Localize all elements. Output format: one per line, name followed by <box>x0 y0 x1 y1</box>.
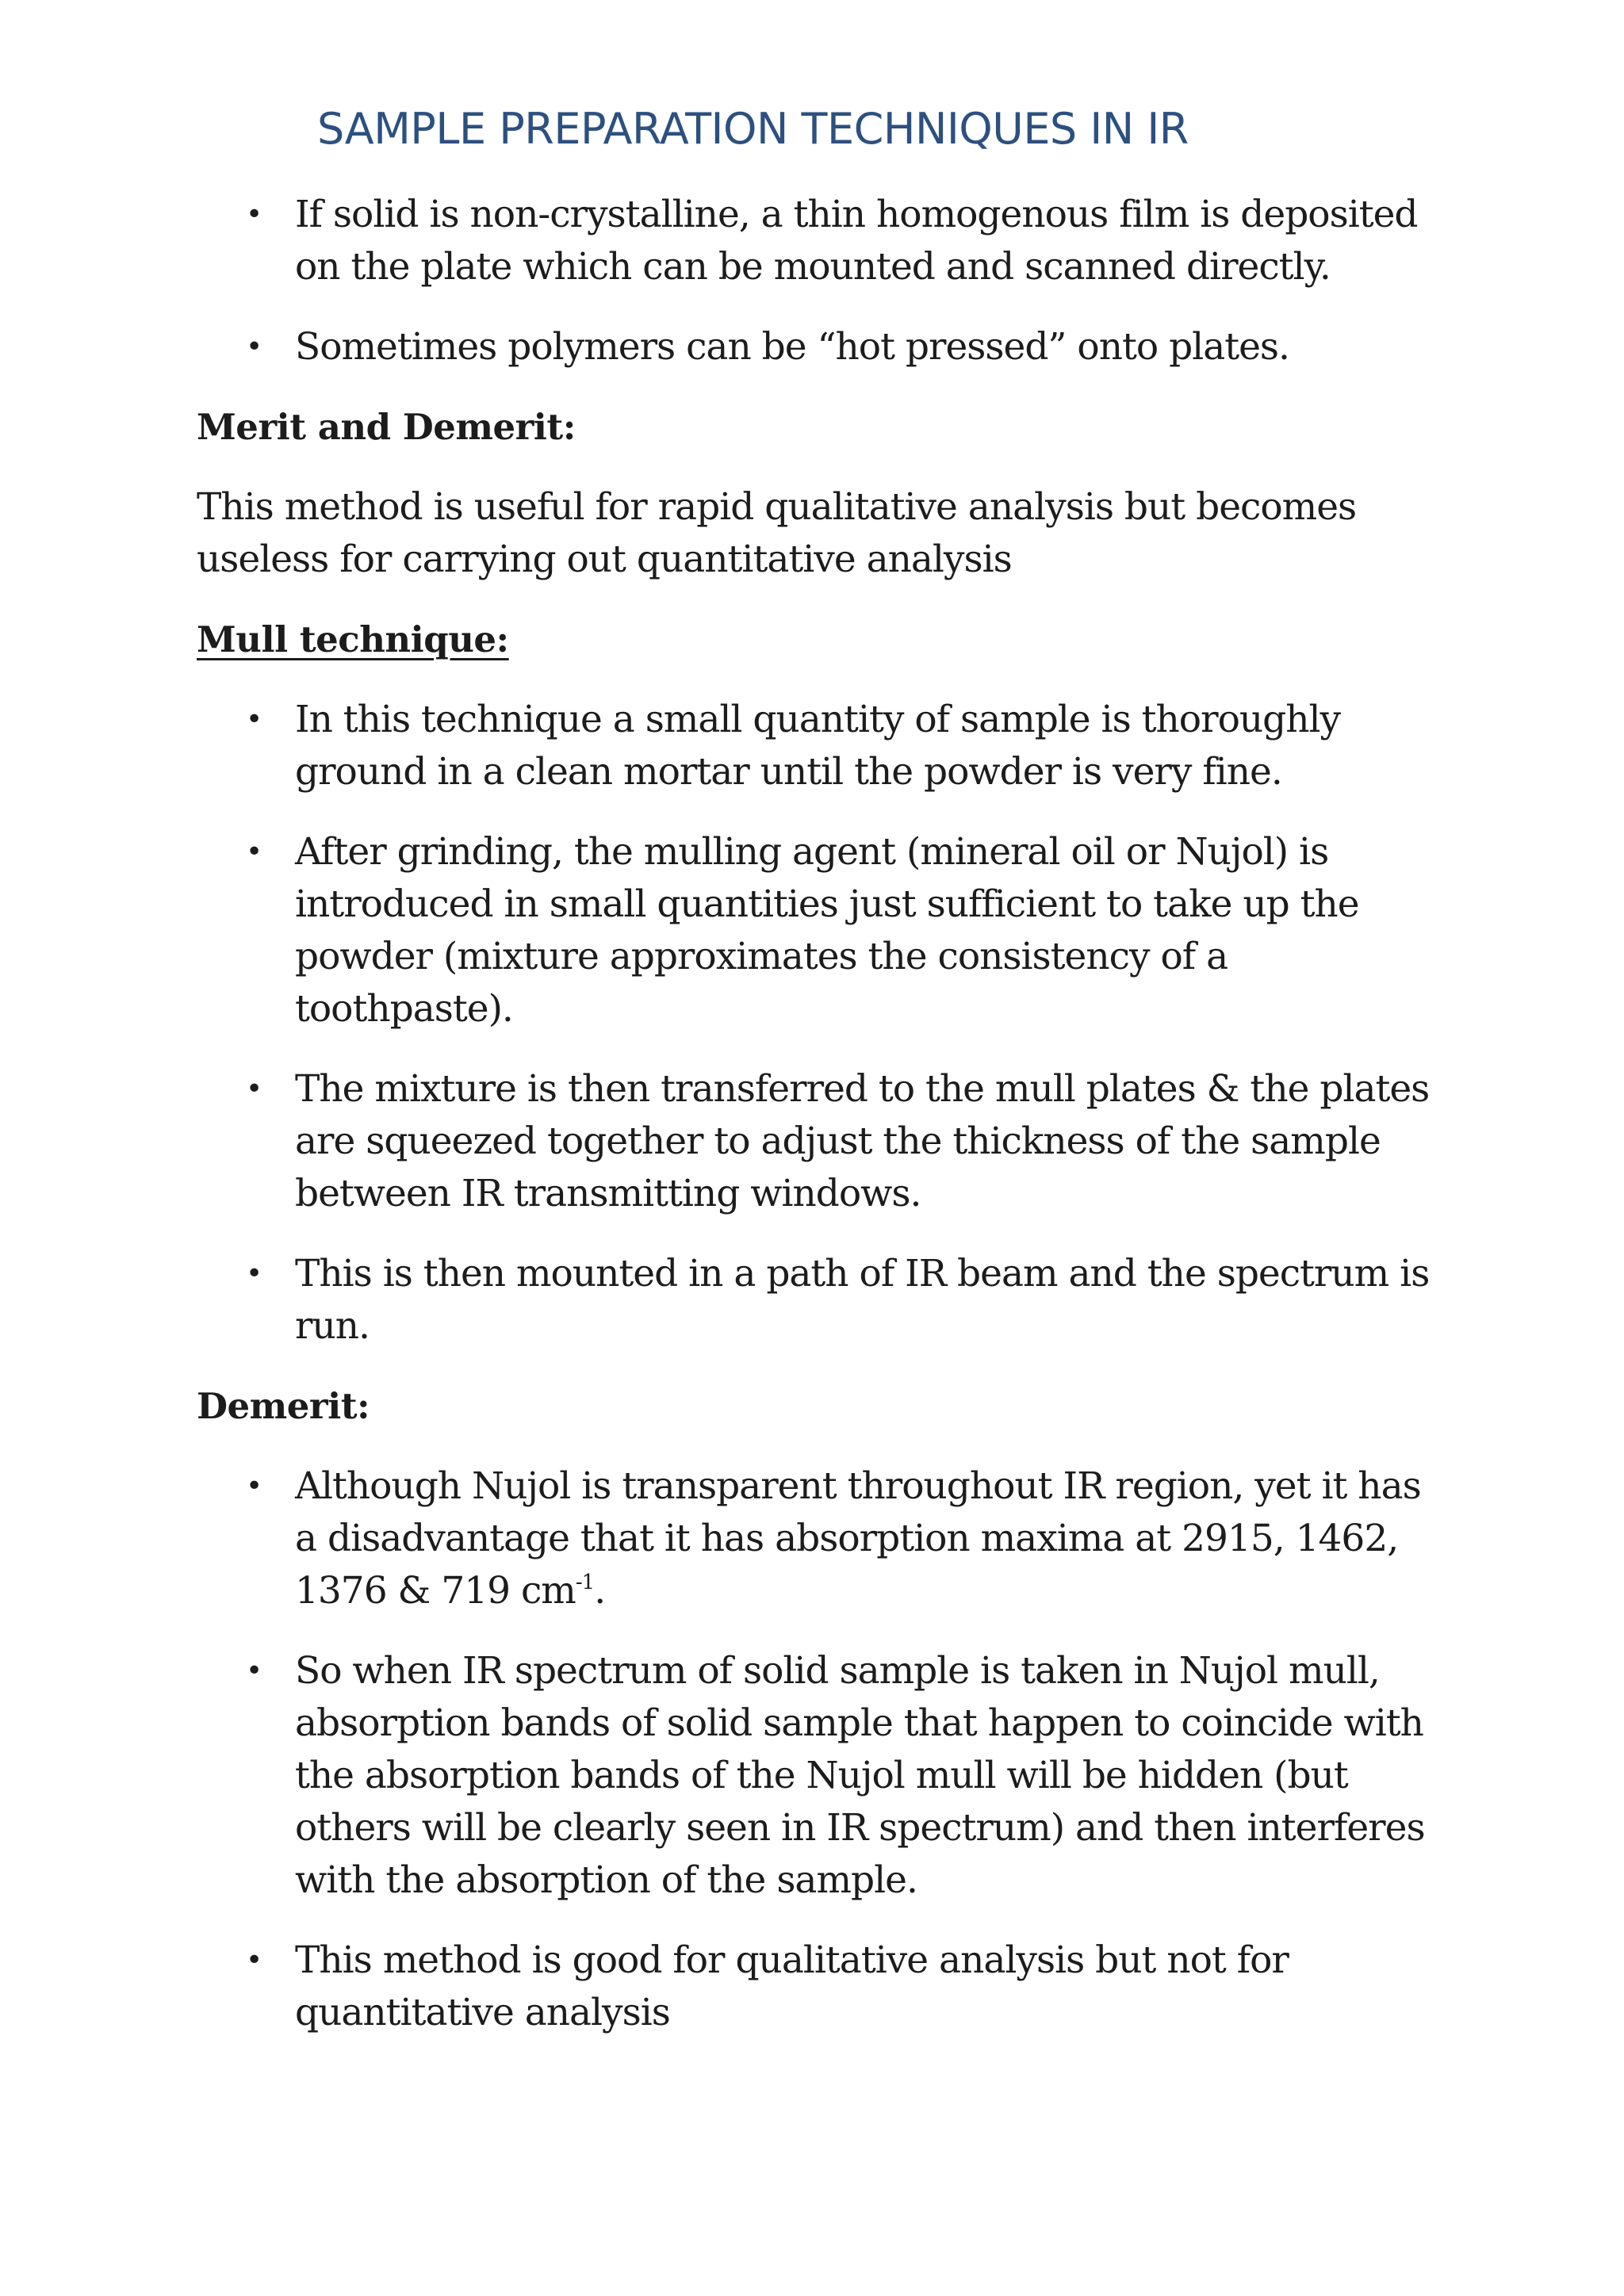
list-item-text <box>295 1460 1434 1617</box>
list-item-text: The mixture is then transferred to the mull plates & the plates are squeezed together to adjust the thickness of the sample between IR transmitting windows. <box>295 1067 1430 1215</box>
film-bullet-list <box>197 189 1434 373</box>
merit-paragraph: This method is useful for rapid qualitative analysis but becomes useless for carrying out quantitative analysis <box>197 485 1357 581</box>
list-item-text: After grinding, the mulling agent (mineral oil or Nujol) is introduced in small quantities just sufficient to take up the powder (mixture approximates the consistency of a toothpaste). <box>295 830 1359 1031</box>
list-item <box>197 826 1434 1035</box>
mull-technique-heading: Mull technique: <box>197 618 509 660</box>
bullet-icon: • <box>246 198 262 231</box>
nujol-absorption-text: Although Nujol is transparent throughout IR region, yet it has a disadvantage that it has absorption maxima at 2915, 1462, 1376 & 719 cm <box>295 1464 1421 1613</box>
bullet-icon: • <box>246 1470 262 1502</box>
list-item <box>197 1063 1434 1220</box>
demerit-heading: Demerit: <box>197 1385 370 1427</box>
list-item-text: In this technique a small quantity of sample is thoroughly ground in a clean mortar until the powder is very fine. <box>295 698 1341 794</box>
demerit-bullet-list <box>197 1460 1434 2039</box>
list-item-text: If solid is non-crystalline, a thin homogenous film is deposited on the plate which can be mounted and scanned directly. <box>295 193 1418 289</box>
bullet-icon: • <box>246 703 262 736</box>
document-body <box>197 189 1434 2067</box>
list-item <box>197 189 1434 293</box>
list-item <box>197 694 1434 798</box>
list-item <box>197 1248 1434 1353</box>
list-item <box>197 1645 1434 1907</box>
list-item <box>197 1460 1434 1617</box>
list-item-text: So when IR spectrum of solid sample is taken in Nujol mull, absorption bands of solid sample that happen to coincide with the absorption bands of the Nujol mull will be hidden (but others will be clearly seen in IR spectrum) and then interferes with the absorption of the sample. <box>295 1649 1425 1902</box>
sentence-end: . <box>594 1569 606 1613</box>
mull-bullet-list <box>197 694 1434 1353</box>
list-item-text: This method is good for qualitative analysis but not for quantitative analysis <box>295 1938 1289 2034</box>
bullet-icon: • <box>246 1257 262 1290</box>
list-item <box>197 321 1434 373</box>
bullet-icon: • <box>246 836 262 868</box>
bullet-icon: • <box>246 1073 262 1105</box>
list-item-text: This is then mounted in a path of IR beam and the spectrum is run. <box>295 1252 1430 1348</box>
page-title: SAMPLE PREPARATION TECHNIQUES IN IR <box>317 104 1189 154</box>
bullet-icon: • <box>246 1655 262 1687</box>
bullet-icon: • <box>246 331 262 363</box>
unit-superscript: -1 <box>575 1571 595 1594</box>
bullet-icon: • <box>246 1944 262 1976</box>
list-item-text: Sometimes polymers can be “hot pressed” onto plates. <box>295 325 1289 369</box>
list-item <box>197 1934 1434 2039</box>
merit-demerit-heading: Merit and Demerit: <box>197 406 576 448</box>
